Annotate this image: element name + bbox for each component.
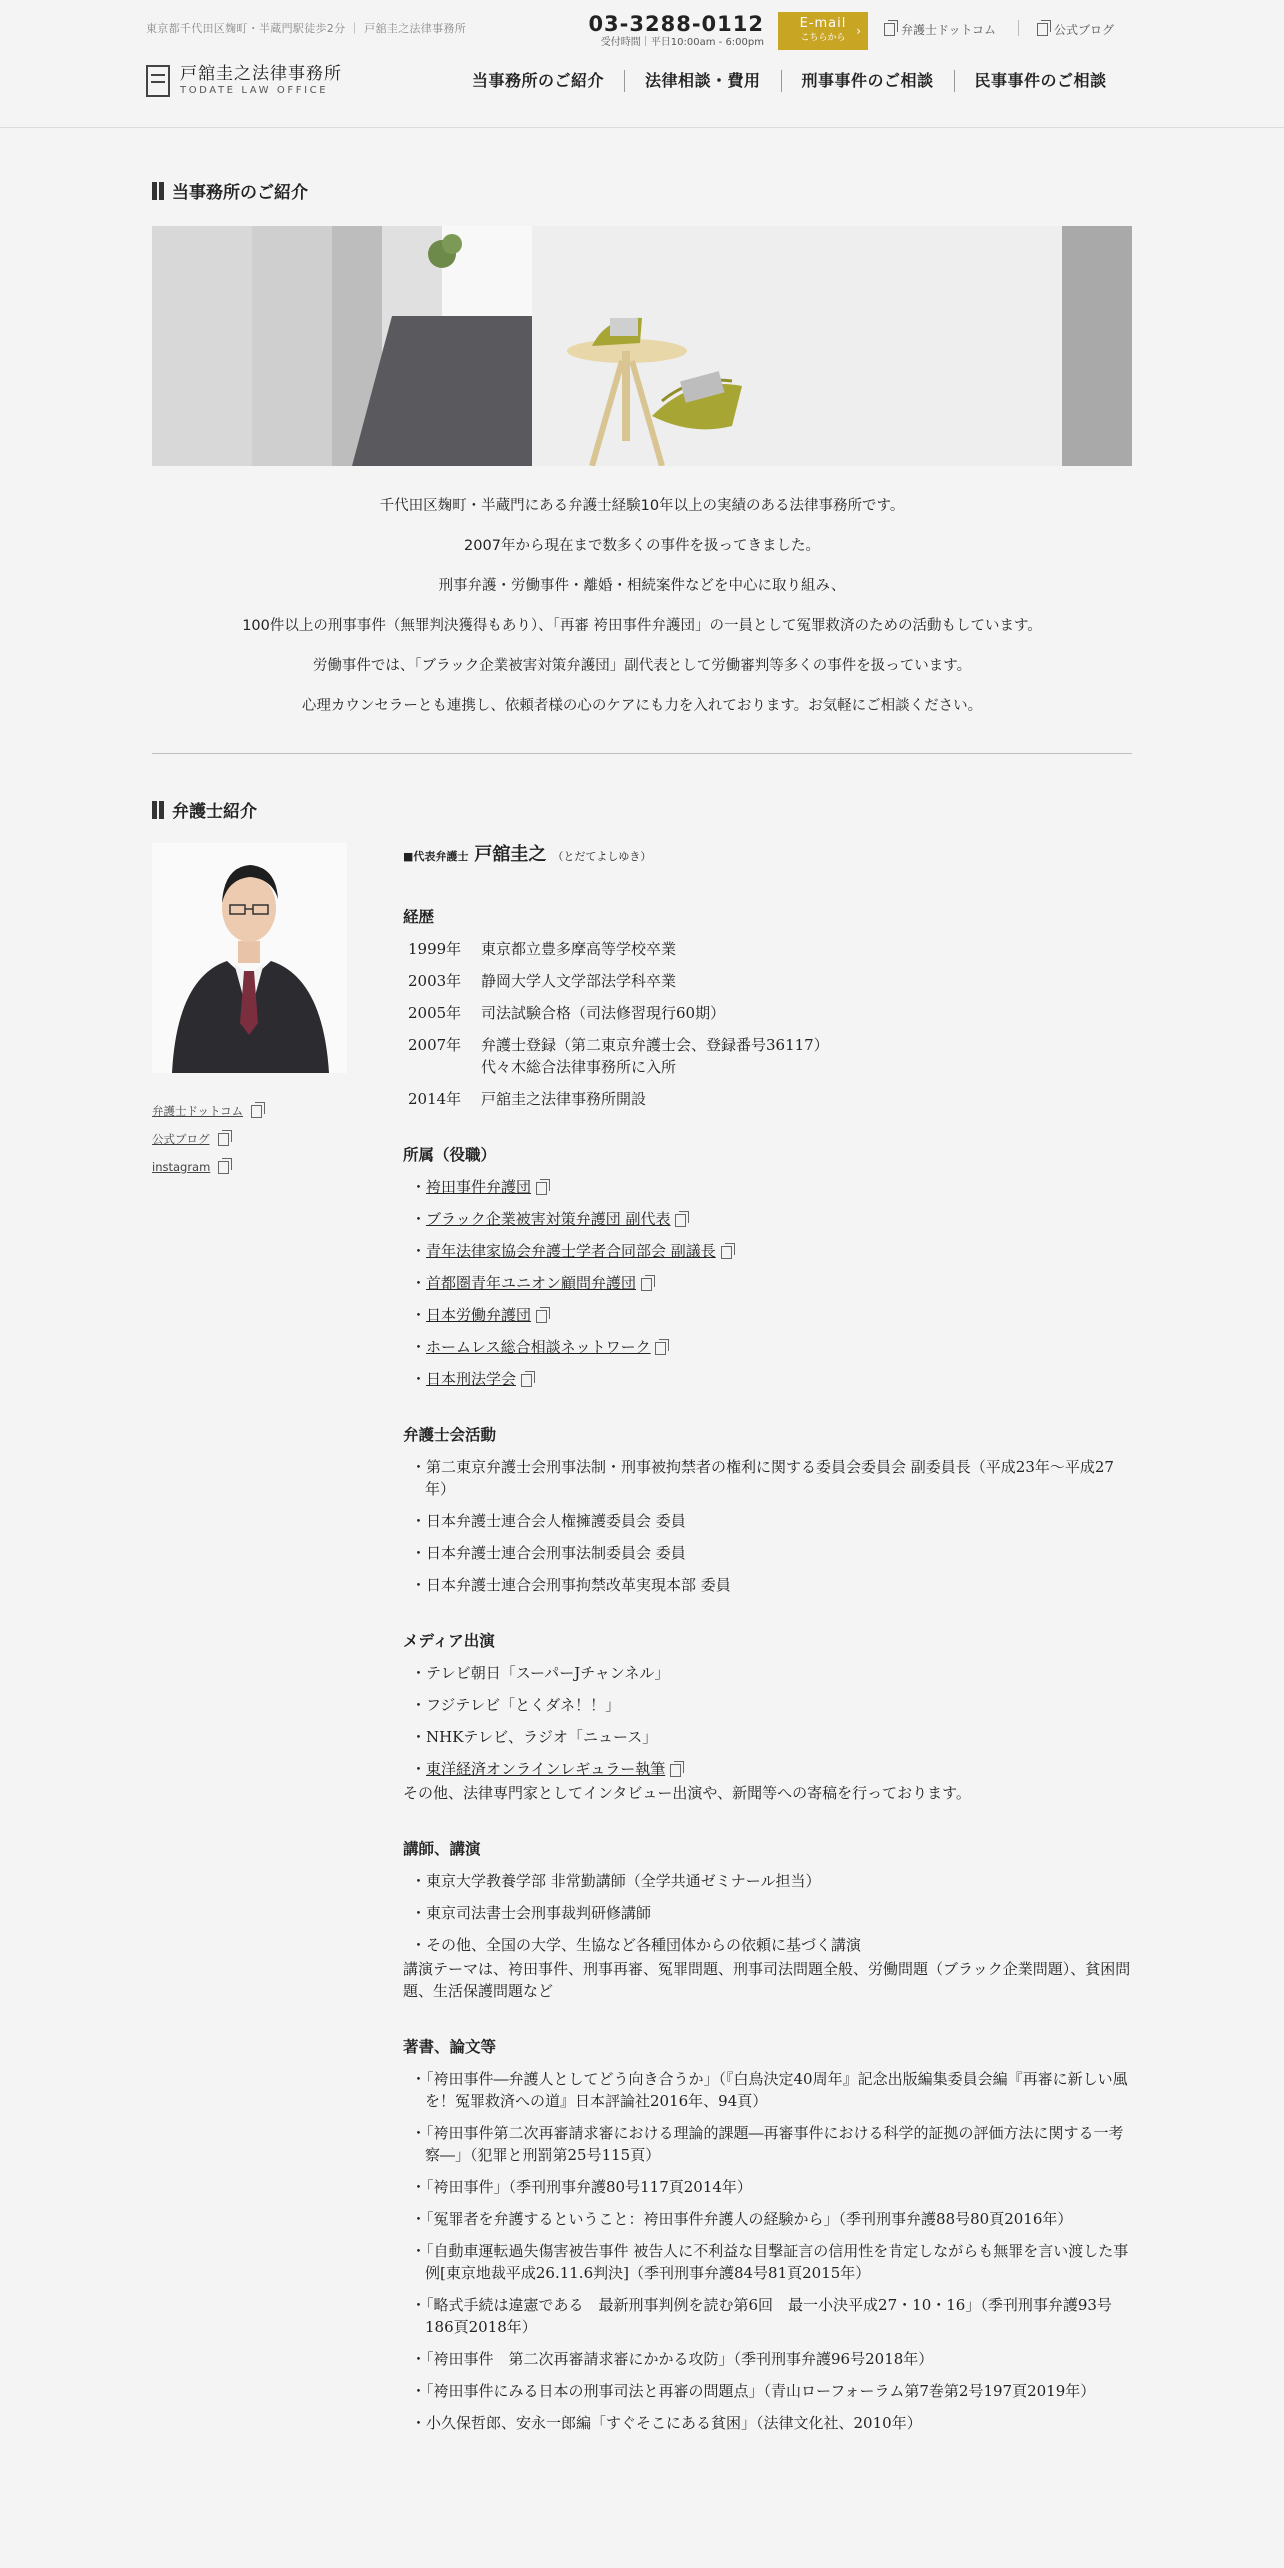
list-item: ・第二東京弁護士会刑事法制・刑事被拘禁者の権利に関する委員会委員会 副委員長（平成23年～平成27年） bbox=[411, 1458, 1114, 1498]
list-item: ・「袴田事件 第二次再審請求審にかかる攻防」（季刊刑事弁護96号2018年） bbox=[411, 2350, 934, 2368]
media-link[interactable]: ・東洋経済オンラインレギュラー執筆 bbox=[403, 1758, 1133, 1780]
site-logo[interactable] bbox=[146, 64, 342, 97]
list-item: ・「自動車運転過失傷害被告事件 被告人に不利益な目撃証言の信用性を肯定しながらも無罪を言い渡した事例[東京地裁平成26.11.6判決]（季刊刑事弁護84号81頁2015年） bbox=[411, 2242, 1129, 2282]
list-item: ・その他、全国の大学、生協など各種団体からの依頼に基づく講演 bbox=[411, 1936, 862, 1954]
affiliations-block bbox=[403, 1144, 1133, 1390]
career-row: 2003年 静岡大学人文学部法学科卒業 bbox=[408, 972, 677, 990]
intro-paragraph: 100件以上の刑事事件（無罪判決獲得もあり）、「再審 袴田事件弁護団」の一員として冤罪救済のための活動もしています。 bbox=[242, 618, 1042, 634]
section-divider bbox=[152, 753, 1132, 754]
list-item: ・東京司法書士会刑事裁判研修講師 bbox=[411, 1904, 652, 1922]
email-label: E-mail bbox=[799, 16, 847, 31]
header-separator bbox=[1018, 20, 1019, 36]
career-row: 1999年 東京都立豊多摩高等学校卒業 bbox=[408, 940, 677, 958]
list-item: ・「略式手続は違憲である 最新刑事判例を読む第6回 最一小決平成27・10・16」（季刊刑事弁護93号186頁2018年） bbox=[411, 2296, 1112, 2336]
representative-name-row bbox=[403, 844, 1133, 868]
section-heading-lawyer: 弁護士紹介 bbox=[152, 797, 257, 822]
affiliation-link[interactable]: ・袴田事件弁護団 bbox=[403, 1176, 1133, 1198]
list-item: ・「袴田事件―弁護人としてどう向き合うか」（『白鳥決定40周年』記念出版編集委員会編『再審に新しい風を！冤罪救済への道』日本評論社2016年、94頁） bbox=[411, 2070, 1128, 2110]
section-heading-about: 当事務所のご紹介 bbox=[152, 178, 308, 203]
media-block bbox=[403, 1630, 1133, 1804]
rep-label: ■代表弁護士 bbox=[403, 850, 469, 863]
bar-activities-block bbox=[403, 1424, 1133, 1596]
list-item: ・東京大学教養学部 非常勤講師（全学共通ゼミナール担当） bbox=[411, 1872, 821, 1890]
logo-name-jp: 戸舘圭之法律事務所 bbox=[180, 64, 342, 84]
office-photo bbox=[152, 226, 1132, 466]
list-item: ・「袴田事件第二次再審請求審における理論的課題―再審事件における科学的証拠の評価方法に関する一考察―」（犯罪と刑罰第25号115頁） bbox=[411, 2124, 1124, 2164]
external-link-icon bbox=[884, 23, 895, 36]
publications-block bbox=[403, 2036, 1133, 2434]
media-note: その他、法律専門家としてインタビュー出演や、新聞等への寄稿を行っております。 bbox=[403, 1784, 971, 1802]
rep-name: 戸舘圭之 bbox=[474, 844, 547, 865]
career-block bbox=[403, 906, 1133, 1110]
office-interior-image bbox=[152, 226, 1132, 466]
lecture-note: 講演テーマは、袴田事件、刑事再審、冤罪問題、刑事司法問題全般、労働問題（ブラック企業問題）、貧困問題、生活保護問題など bbox=[403, 1960, 1131, 2000]
affiliation-link[interactable]: ・ホームレス総合相談ネットワーク bbox=[403, 1336, 1133, 1358]
nav-item-consultation-fees[interactable]: 法律相談・費用 bbox=[624, 70, 781, 92]
affiliation-link[interactable]: ・日本労働弁護団 bbox=[403, 1304, 1133, 1326]
intro-paragraph: 千代田区麹町・半蔵門にある弁護士経験10年以上の実績のある法律事務所です。 bbox=[379, 498, 905, 514]
bar-activities-heading: 弁護士会活動 bbox=[403, 1425, 497, 1444]
heading-bar-icon bbox=[152, 801, 164, 819]
list-item: ・「袴田事件」（季刊刑事弁護80号117頁2014年） bbox=[411, 2178, 752, 2196]
link-instagram[interactable]: instagram bbox=[152, 1153, 262, 1181]
link-official-blog[interactable]: 公式ブログ bbox=[152, 1125, 262, 1153]
heading-bar-icon bbox=[152, 182, 164, 200]
lawyer-portrait bbox=[152, 843, 347, 1073]
main-nav bbox=[452, 70, 1127, 92]
logo-mark-icon bbox=[146, 65, 170, 97]
external-link-icon bbox=[536, 1182, 547, 1195]
lawyer-profile bbox=[403, 844, 1133, 2468]
phone-block bbox=[582, 12, 764, 49]
site-header bbox=[0, 0, 1284, 128]
affiliation-link[interactable]: ・日本刑法学会 bbox=[403, 1368, 1133, 1390]
list-item: ・日本弁護士連合会刑事法制委員会 委員 bbox=[411, 1544, 686, 1562]
lawyer-links bbox=[152, 1097, 262, 1181]
affiliation-link[interactable]: ・首都圏青年ユニオン顧問弁護団 bbox=[403, 1272, 1133, 1294]
intro-text bbox=[152, 486, 1132, 726]
external-link-icon bbox=[251, 1105, 262, 1118]
list-item: ・NHKテレビ、ラジオ「ニュース」 bbox=[411, 1728, 658, 1746]
external-link-icon bbox=[218, 1133, 229, 1146]
affiliations-heading: 所属（役職） bbox=[403, 1145, 497, 1164]
external-link-icon bbox=[655, 1342, 666, 1355]
nav-item-about[interactable]: 当事務所のご紹介 bbox=[472, 71, 605, 90]
list-item: ・小久保哲郎、安永一郎編「すぐそこにある貧困」（法律文化社、2010年） bbox=[411, 2414, 922, 2432]
affiliation-link[interactable]: ・ブラック企業被害対策弁護団 副代表 bbox=[403, 1208, 1133, 1230]
media-heading: メディア出演 bbox=[403, 1631, 495, 1650]
publications-heading: 著書、論文等 bbox=[403, 2037, 497, 2056]
lectures-heading: 講師、講演 bbox=[403, 1839, 481, 1858]
header-link-bengoshi[interactable]: 弁護士ドットコム bbox=[884, 21, 996, 38]
list-item: ・日本弁護士連合会人権擁護委員会 委員 bbox=[411, 1512, 686, 1530]
external-link-icon bbox=[218, 1161, 229, 1174]
lectures-block bbox=[403, 1838, 1133, 2002]
list-item: ・「冤罪者を弁護するということ：袴田事件弁護人の経験から」（季刊刑事弁護88号80頁2016年） bbox=[411, 2210, 1073, 2228]
external-link-icon bbox=[536, 1310, 547, 1323]
intro-paragraph: 2007年から現在まで数多くの事件を扱ってきました。 bbox=[464, 538, 820, 554]
chevron-right-icon: › bbox=[856, 24, 861, 38]
intro-paragraph: 刑事弁護・労働事件・離婚・相続案件などを中心に取り組み、 bbox=[438, 578, 846, 594]
nav-item-civil[interactable]: 民事事件のご相談 bbox=[954, 70, 1127, 92]
list-item: ・日本弁護士連合会刑事拘禁改革実現本部 委員 bbox=[411, 1576, 731, 1594]
career-row: 2014年 戸舘圭之法律事務所開設 bbox=[408, 1090, 647, 1108]
rep-kana: （とだてよしゆき） bbox=[552, 850, 652, 863]
business-hours: 受付時間｜平日10:00am - 6:00pm bbox=[600, 37, 764, 48]
external-link-icon bbox=[641, 1278, 652, 1291]
header-link-blog[interactable]: 公式ブログ bbox=[1037, 21, 1114, 38]
logo-name-en: TODATE LAW OFFICE bbox=[180, 85, 329, 96]
affiliation-link[interactable]: ・青年法律家協会弁護士学者合同部会 副議長 bbox=[403, 1240, 1133, 1262]
intro-paragraph: 心理カウンセラーとも連携し、依頼者様の心のケアにも力を入れております。お気軽にご相談ください。 bbox=[301, 698, 983, 714]
email-sublabel: こちらから bbox=[800, 33, 846, 43]
career-heading: 経歴 bbox=[403, 907, 435, 926]
external-link-icon bbox=[675, 1214, 686, 1227]
external-link-icon bbox=[521, 1374, 532, 1387]
intro-paragraph: 労働事件では、「ブラック企業被害対策弁護団」副代表として労働審判等多くの事件を扱っています。 bbox=[312, 658, 972, 674]
phone-number[interactable]: 03-3288-0112 bbox=[588, 12, 764, 36]
career-row: 2007年 弁護士登録（第二東京弁護士会、登録番号36117） 代々木総合法律事務所に入所 bbox=[408, 1036, 829, 1076]
external-link-icon bbox=[721, 1246, 732, 1259]
career-row: 2005年 司法試験合格（司法修習現行60期） bbox=[408, 1004, 726, 1022]
nav-item-criminal[interactable]: 刑事事件のご相談 bbox=[781, 70, 954, 92]
external-link-icon bbox=[670, 1764, 681, 1777]
lawyer-portrait-image bbox=[152, 843, 347, 1073]
link-bengoshi-dotcom[interactable]: 弁護士ドットコム bbox=[152, 1097, 262, 1125]
list-item: ・テレビ朝日「スーパーJチャンネル」 bbox=[411, 1664, 670, 1682]
header-address: 東京都千代田区麹町・半蔵門駅徒歩2分 ｜ 戸舘圭之法律事務所 bbox=[146, 22, 466, 35]
list-item: ・フジテレビ「とくダネ！！」 bbox=[411, 1696, 621, 1714]
external-link-icon bbox=[1037, 23, 1048, 36]
email-button[interactable] bbox=[778, 12, 868, 50]
list-item: ・「袴田事件にみる日本の刑事司法と再審の問題点」（青山ローフォーラム第7巻第2号197頁2019年） bbox=[411, 2382, 1096, 2400]
